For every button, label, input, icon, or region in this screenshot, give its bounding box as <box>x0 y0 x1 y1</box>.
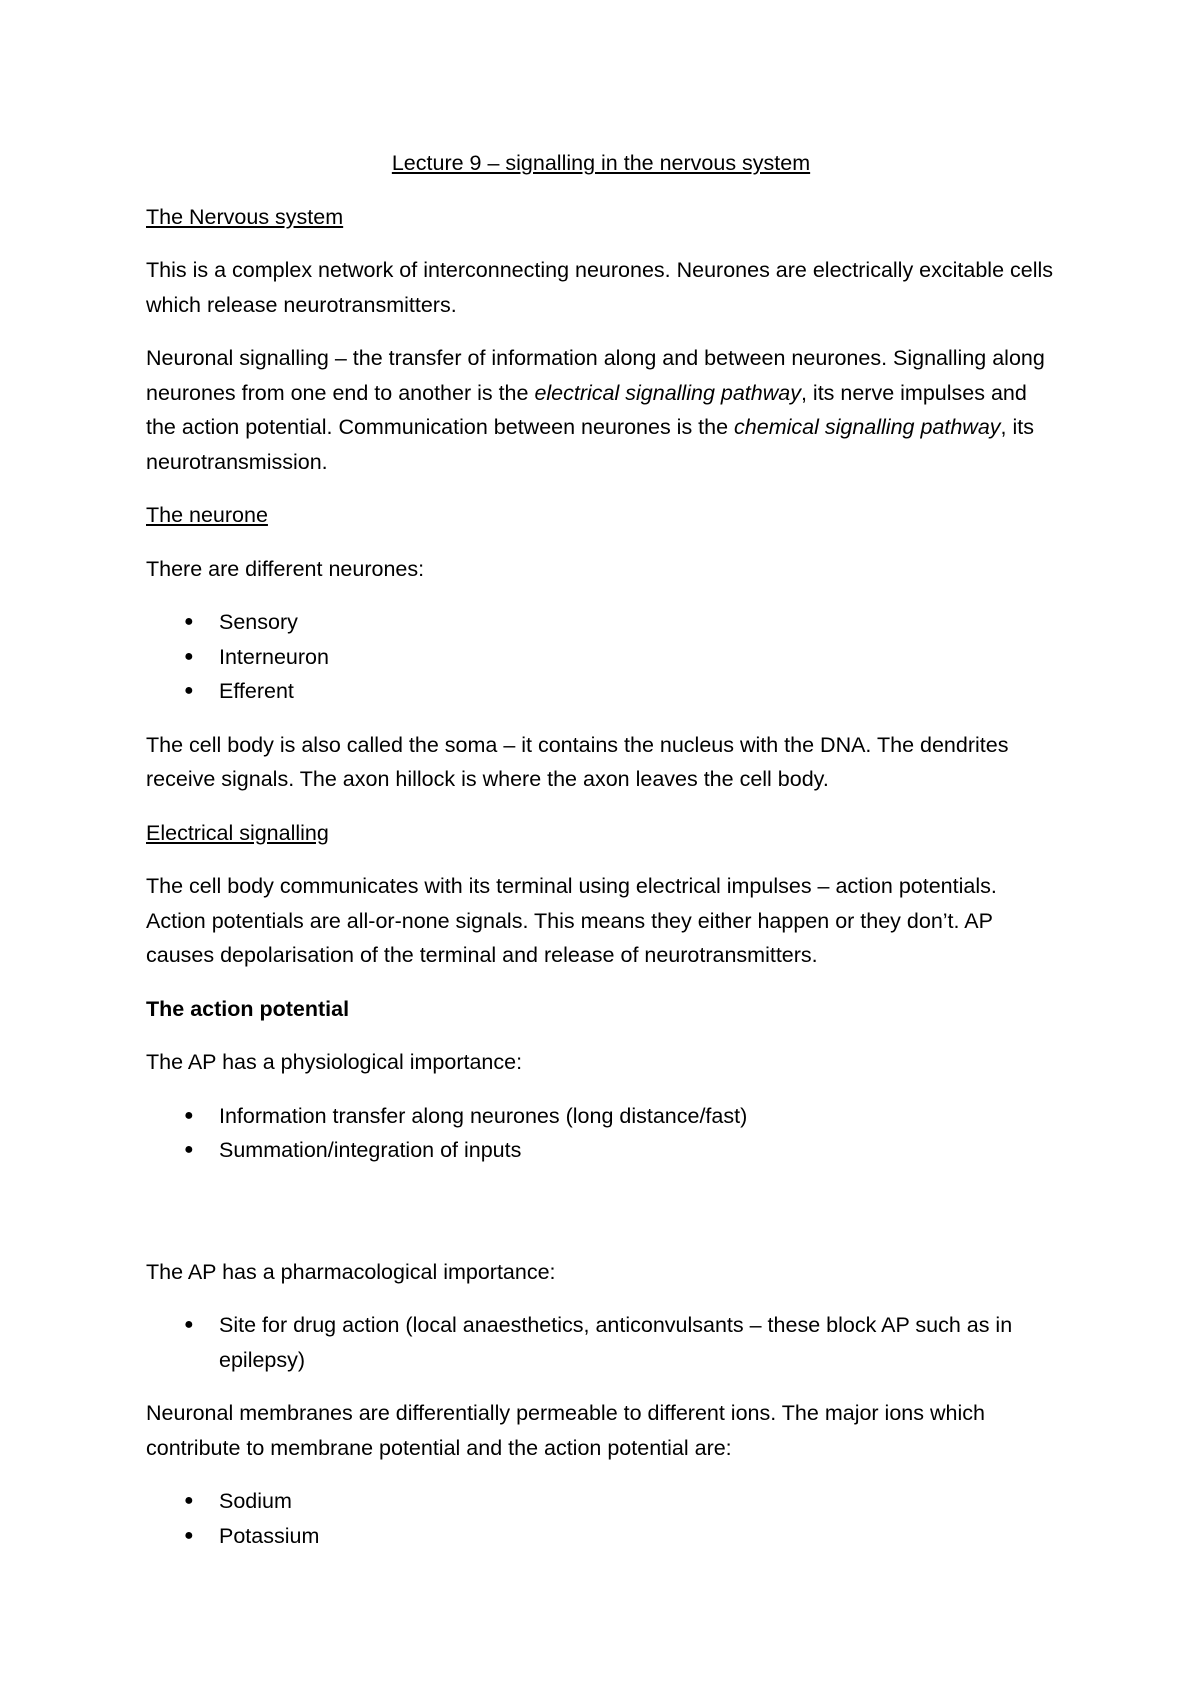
list-item <box>146 1133 1056 1168</box>
heading-action-potential: The action potential <box>146 996 350 1021</box>
document-page <box>146 146 1056 1572</box>
list-item-text: Efferent <box>219 679 294 703</box>
list-item-text: Sensory <box>219 610 298 634</box>
paragraph-cell-body: The cell body is also called the soma – it contains the nucleus with the DNA. The dendrites receive signals. The axon hillock is where the axon leaves the cell body. <box>146 732 1009 791</box>
list-physiological-importance <box>146 1099 1056 1168</box>
paragraph-neurone-intro: There are different neurones: <box>146 556 425 581</box>
paragraph-electrical-signalling: The cell body communicates with its terminal using electrical impulses – action potentials. Action potentials are all-or-none signals. This means they either happen or they don’t. AP causes depolarisation of the terminal and release of neurotransmitters. <box>146 874 997 967</box>
page-title: Lecture 9 – signalling in the nervous system <box>391 151 811 175</box>
list-item-text: Potassium <box>219 1523 320 1548</box>
text-segment: , its neurotransmission. <box>146 415 1034 474</box>
heading-electrical-signalling: Electrical signalling <box>146 820 329 845</box>
text-segment: , its nerve impulses and the action potential. Communication between neurones is the <box>146 380 1027 439</box>
blank-space <box>146 1187 1056 1255</box>
heading-neurone: The neurone <box>146 503 268 527</box>
list-item <box>146 1308 1056 1377</box>
paragraph-nervous-system-definition: This is a complex network of interconnecting neurones. Neurones are electrically excitable cells which release neurotransmitters. <box>146 258 1054 317</box>
bullet-icon: ● <box>184 1106 194 1124</box>
bullet-icon: ● <box>184 613 194 630</box>
list-item-text: Site for drug action (local anaesthetics, anticonvulsants – these block AP such as in epilepsy) <box>219 1313 1013 1372</box>
list-item-text: Sodium <box>219 1489 292 1513</box>
list-neurone-types <box>146 605 1056 709</box>
paragraph-pharmacological-intro: The AP has a pharmacological importance: <box>146 1259 556 1284</box>
paragraph-neuronal-signalling <box>146 341 1056 479</box>
term-electrical-signalling-pathway: electrical signalling pathway <box>534 380 801 405</box>
list-item-text: Information transfer along neurones (long distance/fast) <box>219 1103 748 1128</box>
bullet-icon: ● <box>184 1526 194 1544</box>
heading-nervous-system: The Nervous system <box>146 204 344 229</box>
bullet-icon: ● <box>184 682 194 699</box>
list-item-text: Interneuron <box>219 644 329 669</box>
list-item <box>146 1484 1056 1519</box>
list-item <box>146 640 1056 675</box>
list-major-ions <box>146 1484 1056 1553</box>
list-item <box>146 605 1056 640</box>
paragraph-ions-intro: Neuronal membranes are differentially permeable to different ions. The major ions which contribute to membrane potential and the action potential are: <box>146 1401 985 1460</box>
list-item-text: Summation/integration of inputs <box>219 1138 522 1162</box>
list-pharmacological-importance <box>146 1308 1056 1377</box>
list-item <box>146 1099 1056 1134</box>
bullet-icon: ● <box>184 647 194 665</box>
text-segment: Neuronal signalling – the transfer of information along and between neurones. Signalling along neurones from one end to another is the <box>146 346 1045 405</box>
list-item <box>146 674 1056 709</box>
list-item <box>146 1519 1056 1554</box>
bullet-icon: ● <box>184 1316 194 1333</box>
bullet-icon: ● <box>184 1141 194 1158</box>
bullet-icon: ● <box>184 1492 194 1509</box>
paragraph-physiological-intro: The AP has a physiological importance: <box>146 1050 523 1074</box>
term-chemical-signalling-pathway: chemical signalling pathway <box>734 415 1001 439</box>
